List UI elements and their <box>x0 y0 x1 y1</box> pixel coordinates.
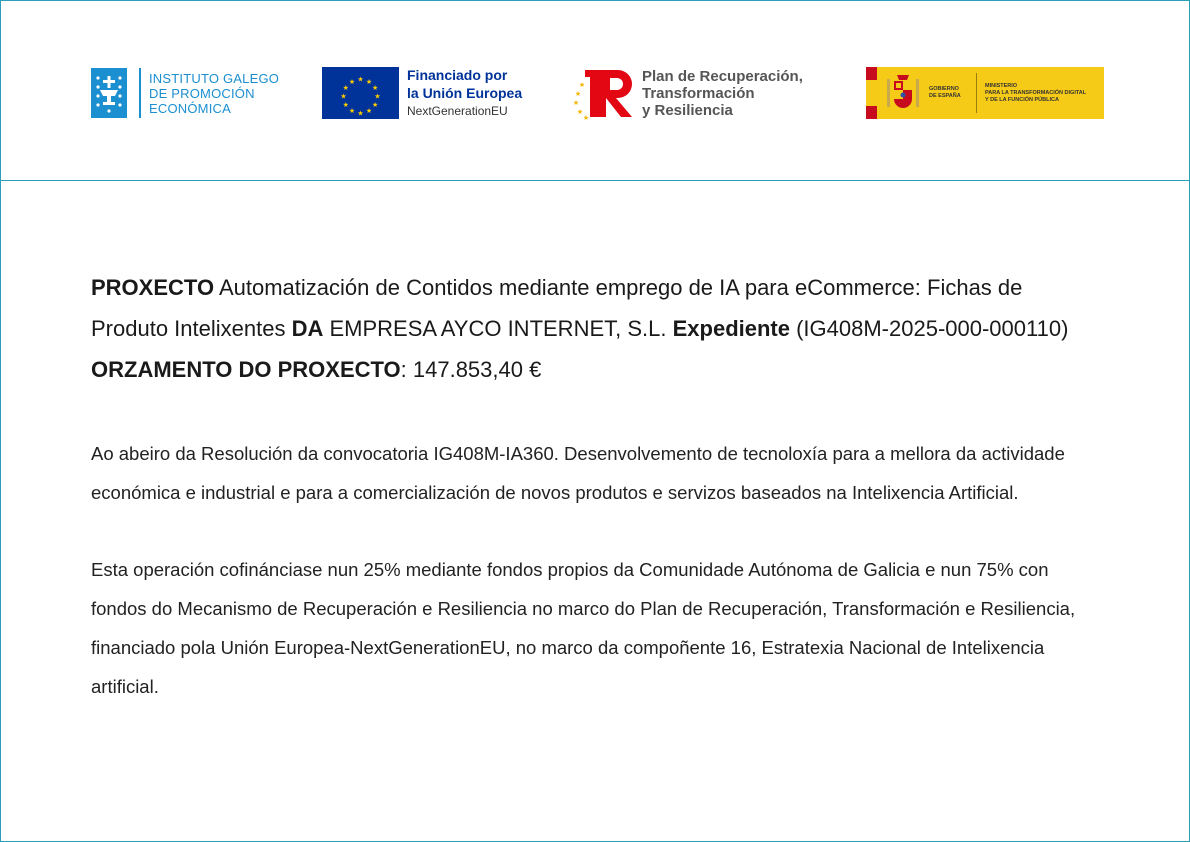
ministerio-line-2: PARA LA TRANSFORMACIÓN DIGITAL <box>985 89 1087 96</box>
svg-text:★: ★ <box>374 92 381 101</box>
label-project: PROXECTO <box>91 275 215 300</box>
svg-text:★: ★ <box>582 114 590 121</box>
gobierno-line-1: GOBIERNO <box>929 86 959 92</box>
spain-flag-stripe <box>866 67 877 119</box>
prtr-line-1: Plan de Recuperación, <box>642 67 803 85</box>
prtr-line-2: Transformación <box>642 84 755 102</box>
eu-line-2: la Unión Europea <box>407 85 523 101</box>
eu-line-3: NextGenerationEU <box>407 104 508 118</box>
project-name: Automatización de Contidos mediante emprego de IA para eCommerce: Fichas de Produto Intelixentes <box>91 275 1023 341</box>
igape-divider <box>139 68 141 118</box>
funding-paragraph: Esta operación cofinánciase nun 25% mediante fondos propios da Comunidade Autónoma de Galicia e nun 75% con fondos do Mecanismo de Recuperación e Resiliencia no marco do Plan de Recuperación, Transformación e Resiliencia, financiado pola Unión Europea-NextGenerationEU, no marco da compoñente 16, Estratexia Nacional de Intelixencia artificial. <box>91 559 1076 697</box>
svg-text:★: ★ <box>572 99 580 107</box>
label-file: Expediente <box>672 316 790 341</box>
igape-line-1: INSTITUTO GALEGO <box>149 70 280 86</box>
ministerio-name <box>985 83 1086 104</box>
resolution-paragraph: Ao abeiro da Resolución da convocatoria IG408M-IA360. Desenvolvemento de tecnoloxía para a mellora da actividade económica e industrial e para a comercialización de novos produtos e servizos baseados na Intelixencia Artificial. <box>91 443 1065 503</box>
ministerio-line-3: Y DE LA FUNCIÓN PÚBLICA <box>985 96 1059 103</box>
igape-line-3: ECONÓMICA <box>149 100 231 116</box>
svg-text:★: ★ <box>348 77 356 86</box>
svg-text:★: ★ <box>578 81 586 89</box>
spain-coat-of-arms-icon <box>877 67 929 119</box>
project-summary <box>91 267 1101 390</box>
svg-text:★: ★ <box>372 84 379 92</box>
igape-name <box>149 71 279 116</box>
svg-text:★: ★ <box>574 90 582 98</box>
svg-text:★: ★ <box>365 77 373 86</box>
prtr-r-icon <box>572 65 638 121</box>
prtr-logo <box>572 65 803 121</box>
svg-text:★: ★ <box>365 107 373 116</box>
igape-logo <box>91 68 279 118</box>
file-number: (IG408M-2025-000-000110) <box>789 316 1069 341</box>
label-budget: ORZAMENTO DO PROXECTO <box>91 357 401 382</box>
prtr-line-3: y Resiliencia <box>642 101 733 119</box>
svg-text:★: ★ <box>342 84 349 92</box>
svg-text:★: ★ <box>348 107 356 116</box>
eu-stars-flag-icon <box>322 67 399 119</box>
gobierno-name <box>929 86 973 100</box>
logo-header <box>1 1 1189 181</box>
main-content <box>91 267 1101 706</box>
svg-text:★: ★ <box>576 108 584 116</box>
svg-text:★: ★ <box>357 75 364 84</box>
svg-text:★: ★ <box>357 109 364 118</box>
label-company: DA <box>291 316 324 341</box>
svg-text:★: ★ <box>342 101 349 109</box>
ministerio-line-1: MINISTERIO <box>985 82 1018 89</box>
eu-text <box>407 66 522 120</box>
igape-line-2: DE PROMOCIÓN <box>149 85 255 101</box>
svg-text:★: ★ <box>340 92 347 101</box>
eu-line-1: Financiado por <box>407 67 508 83</box>
company-name: EMPRESA AYCO INTERNET, S.L. <box>323 316 673 341</box>
gobierno-line-2: DE ESPAÑA <box>929 93 961 99</box>
budget-amount: : 147.853,40 € <box>400 357 542 382</box>
eu-logo <box>322 67 522 119</box>
galician-cross-icon <box>91 68 127 118</box>
prtr-text <box>642 68 803 119</box>
svg-text:★: ★ <box>372 101 379 109</box>
gobierno-divider <box>976 73 977 113</box>
gobierno-logo <box>866 67 1104 119</box>
